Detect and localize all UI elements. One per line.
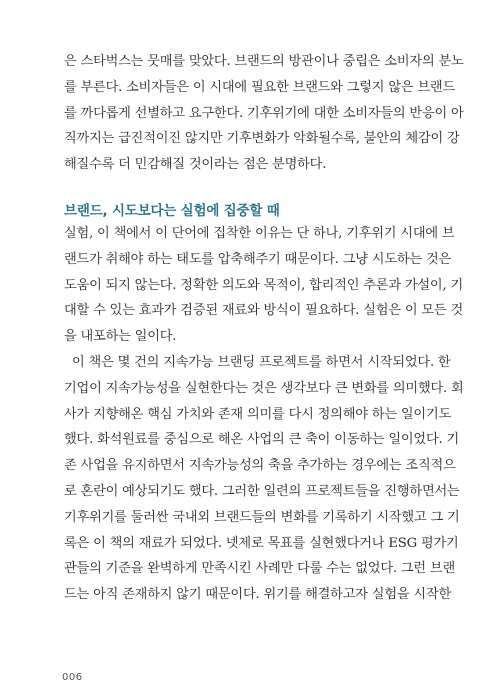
text-line: 실험, 이 책에서 이 단어에 집착한 이유는 단 하나, 기후위기 시대에 브 [64,226,455,241]
text-line: 를 까다롭게 선별하고 요구한다. 기후위기에 대한 소비자들의 반응이 아 [64,105,464,121]
text-line: 기업이 지속가능성을 실현한다는 것은 생각보다 큰 변화를 의미했다. 회 [64,380,464,396]
text-line: 로 혼란이 예상되기도 했다. 그러한 일련의 프로젝트들을 진행하면서는 [64,483,460,499]
text-line: 랜드가 취해야 하는 태도를 압축해주기 때문이다. 그냥 시도하는 것은 [64,251,452,267]
text-line: 대할 수 있는 효과가 검증된 재료와 방식이 필요하다. 실험은 이 모든 것 [64,303,463,319]
section-heading: 브랜드, 시도보다는 실험에 집중할 때 [64,203,280,219]
text-line: 이 책은 몇 건의 지속가능 브랜딩 프로젝트를 하면서 시작되었다. 한 [72,355,451,370]
text-line: 해질수록 더 민감해질 것이라는 점은 분명하다. [64,157,327,173]
text-line: 직까지는 급진적이진 않지만 기후변화가 악화될수록, 불안의 체감이 강 [64,131,460,147]
text-line: 기후위기를 둘러싼 국내외 브랜드들의 변화를 기록하기 시작했고 그 기 [64,509,460,525]
text-line: 을 내포하는 일이다. [64,329,177,345]
text-line: 사가 지향해온 핵심 가치와 존재 의미를 다시 정의해야 하는 일이기도 [64,406,452,422]
page-number: 006 [62,672,83,683]
text-line: 드는 아직 존재하지 않기 때문이다. 위기를 해결하고자 실험을 시작한 [64,587,452,603]
text-line: 했다. 화석원료를 중심으로 해온 사업의 큰 축이 이동하는 일이었다. 기 [64,432,460,448]
text-line: 관들의 기준을 완벽하게 만족시킨 사례만 다룰 수는 없었다. 그런 브랜 [64,561,456,577]
text-line: 록은 이 책의 재료가 되었다. 넷제로 목표를 실현했다거나 ESG 평가기 [64,535,459,551]
paragraph-top [64,49,464,178]
text-line: 도움이 되지 않는다. 정확한 의도와 목적이, 합리적인 추론과 가설이, 기 [64,277,463,293]
paragraph-2 [64,350,464,608]
paragraph-1 [64,221,463,350]
text-line: 를 부른다. 소비자들은 이 시대에 필요한 브랜드와 그렇지 않은 브랜드 [64,79,456,95]
text-line: 존 사업을 유지하면서 지속가능성의 축을 추가하는 경우에는 조직적으 [64,458,456,474]
text-line: 은 스타벅스는 뭇매를 맞았다. 브랜드의 방관이나 중립은 소비자의 분노 [64,54,464,69]
